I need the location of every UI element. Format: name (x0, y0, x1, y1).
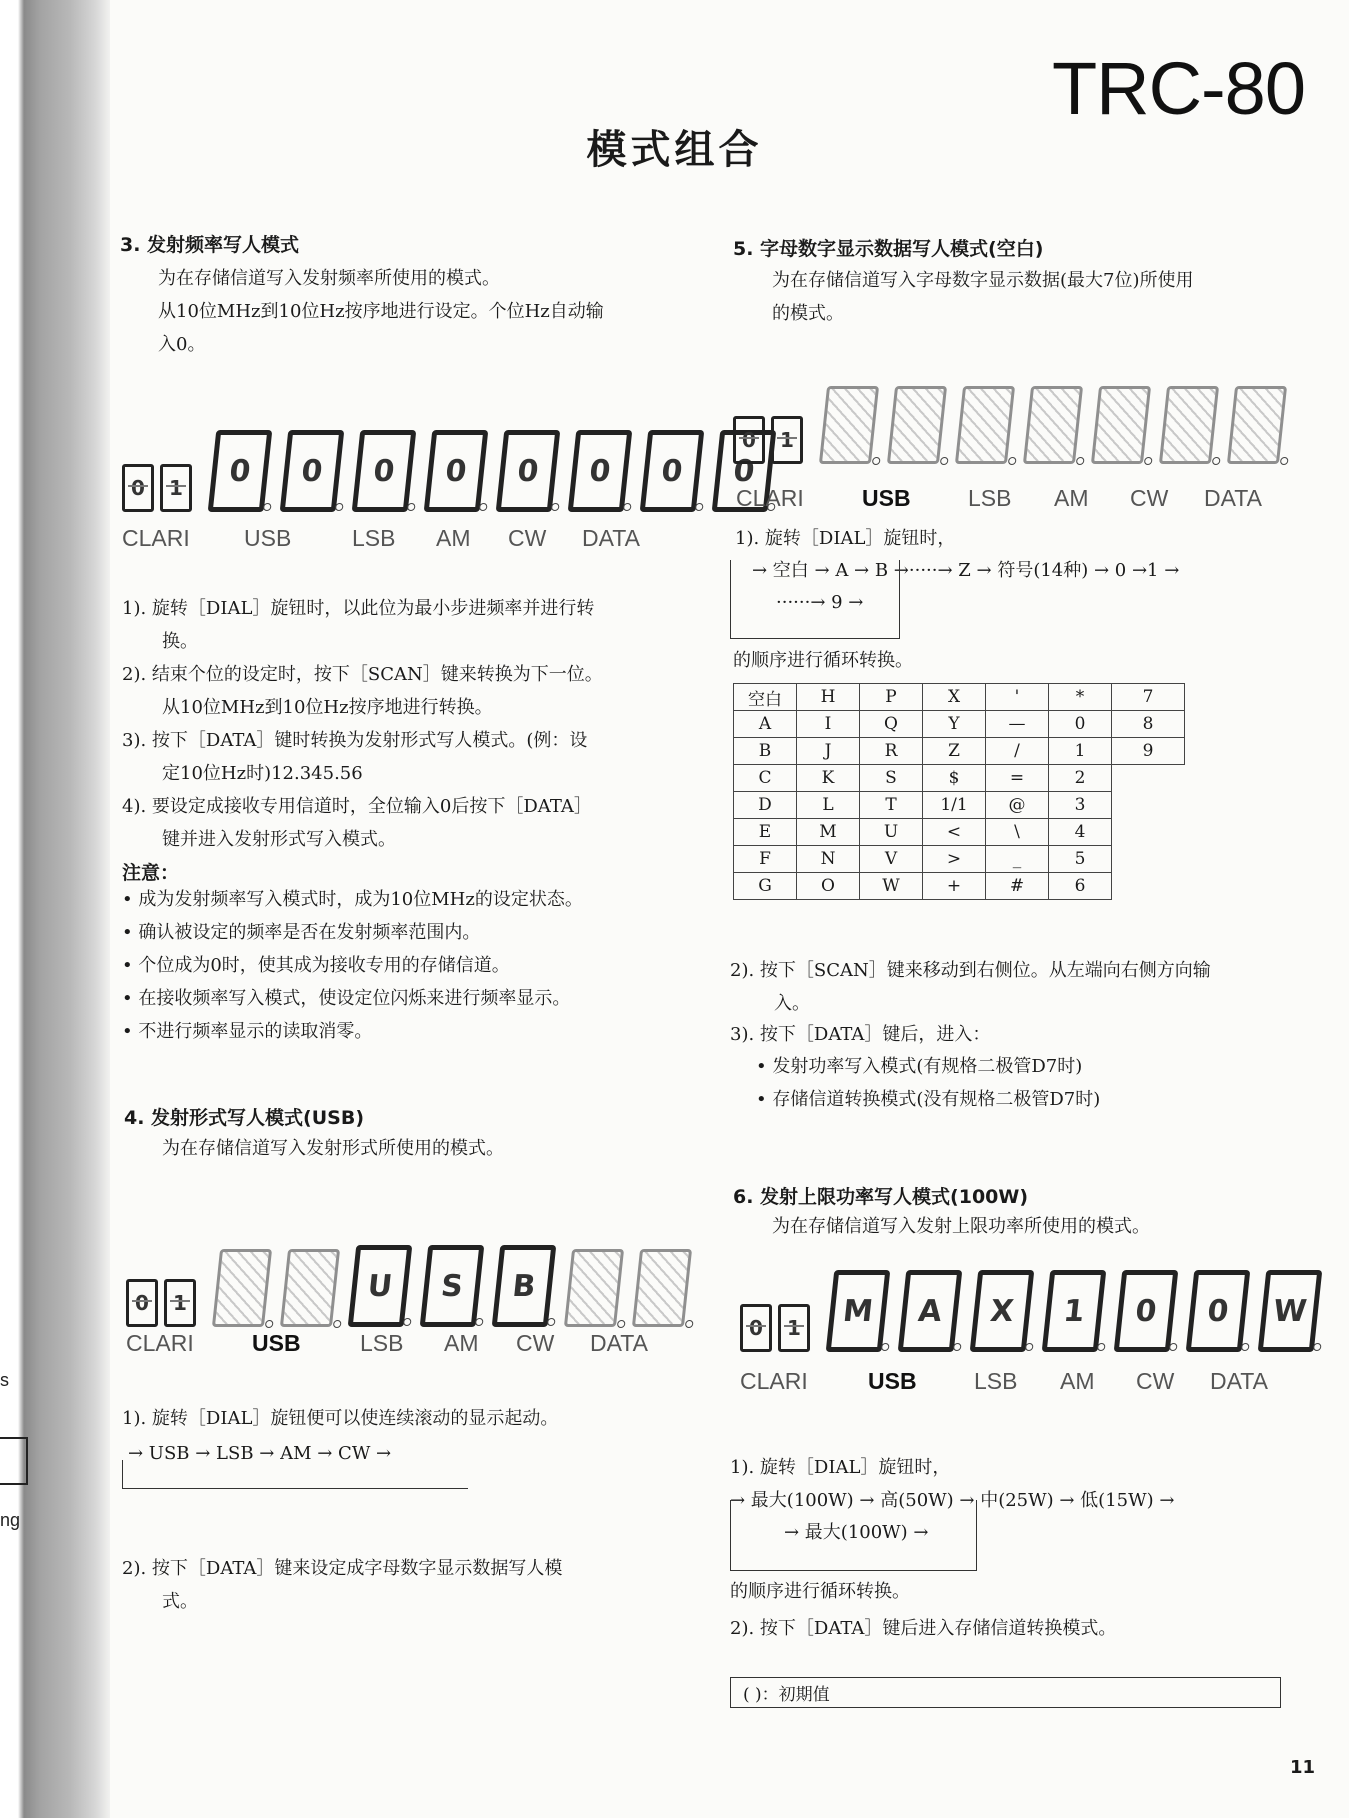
page-title: 模式组合 (586, 127, 763, 173)
display-digit-small: 1 (164, 1279, 196, 1327)
section-5-flow-line-2: ······→ 9 → (776, 592, 864, 613)
page-number: 11 (1289, 1757, 1315, 1778)
note-item: • 在接收频率写入模式，使设定位闪烁来进行频率显示。 (122, 988, 571, 1009)
display-digit: X (970, 1270, 1035, 1352)
note-item: • 不进行频率显示的读取消零。 (122, 1021, 373, 1042)
display-digit-small: 0 (122, 464, 154, 512)
notes-title: 注意： (122, 862, 180, 884)
display-digit-small: 1 (160, 464, 192, 512)
section-4-display (126, 1245, 704, 1327)
book-spine-shadow (0, 0, 110, 1818)
mode-label-cw: CW (508, 525, 547, 551)
step-line: 定10位Hz时)12.345.56 (162, 763, 363, 784)
section-4-flow-loop (122, 1460, 468, 1489)
section-3-intro (158, 262, 604, 361)
section-3-mode-labels (122, 525, 640, 552)
section-4-step-1: 1). 旋转［DIAL］旋钮便可以使连续滚动的显示起动。 (122, 1408, 559, 1429)
note-item: • 成为发射频率写入模式时，成为10位MHz的设定状态。 (122, 889, 583, 910)
note-item: • 个位成为0时，使其成为接收专用的存储信道。 (122, 955, 510, 976)
table-row: A I Q Y — 0 8 (734, 711, 1185, 738)
display-digit: M (826, 1270, 891, 1352)
section-6-mode-labels (740, 1368, 1268, 1395)
display-digit: 0 (280, 430, 345, 512)
step-line: 换。 (162, 631, 198, 652)
display-digit-small: 0 (733, 416, 765, 464)
display-digit: S (420, 1245, 485, 1327)
mode-label-clari: CLARI (126, 1330, 194, 1356)
mode-label-cw: CW (1136, 1368, 1175, 1394)
intro-line: 入0。 (158, 334, 206, 355)
display-digit (819, 386, 879, 464)
step-item: • 存储信道转换模式(没有规格二极管D7时) (756, 1089, 1101, 1110)
section-5-step-2 (730, 954, 1290, 1020)
display-digit-small: 0 (126, 1279, 158, 1327)
step-line: 3). 按下［DATA］键时转换为发射形式写人模式。(例：设 (122, 730, 588, 751)
section-4-flow: → USB → LSB → AM → CW → (128, 1443, 392, 1464)
character-table (733, 683, 1185, 900)
initial-value-note: ( )：初期值 (730, 1677, 1281, 1708)
intro-line: 的模式。 (772, 303, 844, 324)
spine-text-fragment: s (0, 1370, 9, 1390)
section-4-mode-labels (126, 1330, 648, 1357)
note-item: • 确认被设定的频率是否在发射频率范围内。 (122, 922, 481, 943)
display-digit: 0 (640, 430, 705, 512)
mode-label-lsb: LSB (352, 525, 396, 551)
mode-label-cw: CW (1130, 485, 1169, 511)
step-line: 4). 要设定成接收专用信道时，全位输入0后按下［DATA］ (122, 796, 592, 817)
step-line: 键并进入发射形式写入模式。 (162, 829, 396, 850)
intro-line: 为在存储信道写入字母数字显示数据(最大7位)所使用 (772, 270, 1194, 291)
step-line: 2). 按下［SCAN］键来移动到右侧位。从左端向右侧方向输 (730, 960, 1211, 981)
section-5-flow-loop (730, 560, 900, 639)
mode-label-cw: CW (516, 1330, 555, 1356)
section-5-flow-line-1: → 空白 → A → B →·····→ Z → 符号(14种) → 0 →1 → (752, 560, 1180, 581)
section-5-display (733, 386, 1299, 464)
mode-label-usb: USB (868, 1368, 917, 1394)
mode-label-data: DATA (1210, 1368, 1268, 1394)
intro-line: 为在存储信道写入发射频率所使用的模式。 (158, 268, 500, 289)
table-row: E M U < \ 4 (734, 819, 1185, 846)
display-digit-small: 0 (740, 1304, 772, 1352)
mode-label-lsb: LSB (360, 1330, 404, 1356)
mode-label-am: AM (1060, 1368, 1095, 1394)
section-5-cycle: 的顺序进行循环转换。 (733, 650, 913, 671)
display-digit: U (348, 1245, 413, 1327)
section-6-heading: 6. 发射上限功率写人模式(100W) (733, 1186, 1029, 1208)
section-3-display (122, 430, 788, 512)
mode-label-lsb: LSB (968, 485, 1012, 511)
model-name: TRC-80 (1051, 47, 1305, 130)
display-digit: B (492, 1245, 557, 1327)
step-item: • 发射功率写入模式(有规格二极管D7时) (756, 1056, 1083, 1077)
mode-label-am: AM (444, 1330, 479, 1356)
edge-box (0, 1437, 28, 1485)
step-line: 2). 按下［DATA］键来设定成字母数字显示数据写人模 (122, 1558, 563, 1579)
section-4-heading: 4. 发射形式写人模式(USB) (124, 1107, 365, 1129)
section-5-mode-labels (736, 485, 1262, 512)
display-digit (887, 386, 947, 464)
display-digit: W (1258, 1270, 1323, 1352)
display-digit (212, 1249, 272, 1327)
display-digit: 0 (208, 430, 273, 512)
section-6-intro: 为在存储信道写入发射上限功率所使用的模式。 (772, 1216, 1150, 1237)
table-row: D L T 1/1 @ 3 (734, 792, 1185, 819)
section-5-intro (772, 264, 1194, 330)
section-4-intro: 为在存储信道写入发射形式所使用的模式。 (162, 1138, 504, 1159)
section-4-step-2 (122, 1552, 682, 1618)
section-6-step-2: 2). 按下［DATA］键后进入存储信道转换模式。 (730, 1618, 1117, 1639)
table-row: C K S $ = 2 (734, 765, 1185, 792)
table-row: B J R Z / 1 9 (734, 738, 1185, 765)
display-digit (632, 1249, 692, 1327)
display-digit (1091, 386, 1151, 464)
step-line: 入。 (774, 993, 810, 1014)
mode-label-data: DATA (582, 525, 640, 551)
section-5-step-3-items (756, 1050, 1100, 1116)
intro-line: 从10位MHz到10位Hz按序地进行设定。个位Hz自动输 (158, 301, 604, 322)
section-6-cycle: 的顺序进行循环转换。 (730, 1581, 910, 1602)
display-digit: 0 (496, 430, 561, 512)
mode-label-usb: USB (862, 485, 911, 511)
section-6-flow-line-2: → 最大(100W) → (784, 1522, 929, 1543)
section-6-step-1: 1). 旋转［DIAL］旋钮时， (730, 1457, 951, 1478)
display-digit-small: 1 (771, 416, 803, 464)
display-digit: 0 (1186, 1270, 1251, 1352)
step-line: 1). 旋转［DIAL］旋钮时，以此位为最小步进频率并进行转 (122, 598, 595, 619)
section-6-flow-loop (730, 1500, 977, 1571)
section-5-step-1: 1). 旋转［DIAL］旋钮时， (735, 528, 956, 549)
display-digit-small: 1 (778, 1304, 810, 1352)
display-digit (1227, 386, 1287, 464)
table-row: 空白 H P X ' * 7 (734, 684, 1185, 711)
section-6-display (740, 1270, 1334, 1352)
mode-label-usb: USB (252, 1330, 301, 1356)
display-digit: 0 (568, 430, 633, 512)
mode-label-am: AM (436, 525, 471, 551)
display-digit: 0 (712, 430, 777, 512)
spine-text-fragment: ng (0, 1510, 21, 1530)
display-digit: A (898, 1270, 963, 1352)
step-line: 从10位MHz到10位Hz按序地进行转换。 (162, 697, 493, 718)
table-row: F N V > _ 5 (734, 846, 1185, 873)
mode-label-lsb: LSB (974, 1368, 1018, 1394)
display-digit: 1 (1042, 1270, 1107, 1352)
display-digit: 0 (1114, 1270, 1179, 1352)
section-6-flow-line-1: → 最大(100W) → 高(50W) → 中(25W) → 低(15W) → (730, 1490, 1175, 1511)
mode-label-usb: USB (244, 525, 292, 551)
section-3-steps (122, 592, 682, 856)
mode-label-clari: CLARI (122, 525, 190, 551)
display-digit: 0 (352, 430, 417, 512)
table-row: G O W + # 6 (734, 873, 1185, 900)
step-line: 2). 结束个位的设定时，按下［SCAN］键来转换为下一位。 (122, 664, 603, 685)
mode-label-clari: CLARI (740, 1368, 808, 1394)
display-digit (955, 386, 1015, 464)
step-line: 式。 (162, 1591, 198, 1612)
mode-label-data: DATA (1204, 485, 1262, 511)
section-3-heading: 3. 发射频率写人模式 (120, 234, 300, 256)
mode-label-data: DATA (590, 1330, 648, 1356)
section-5-heading: 5. 字母数字显示数据写人模式(空白) (733, 238, 1044, 260)
display-digit (280, 1249, 340, 1327)
section-5-step-3: 3). 按下［DATA］键后，进入： (730, 1024, 991, 1045)
display-digit (1159, 386, 1219, 464)
display-digit (1023, 386, 1083, 464)
display-digit: 0 (424, 430, 489, 512)
section-3-notes (122, 883, 682, 1048)
mode-label-am: AM (1054, 485, 1089, 511)
display-digit (564, 1249, 624, 1327)
mode-label-clari: CLARI (736, 485, 804, 511)
